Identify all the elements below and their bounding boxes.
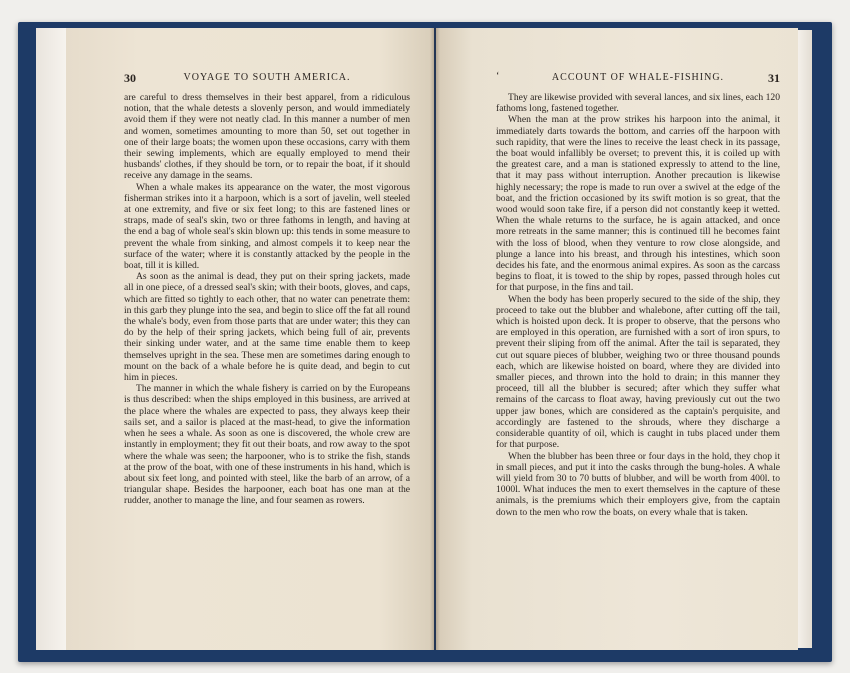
paragraph: The manner in which the whale fishery is carried on by the Europeans is thus described: when the ships employed in this business, are arrived at the place where the whales are expected to pass, they always keep their sails set, and a sailor is placed at the mast-head, to give the information when he sees a whale. As soon as one is discovered, the whole crew are instantly in employment; they fit out their boats, and row away to the spot where the whale was seen; the harpooner, who is to strike the fish, stands at the prow of the boat, with one of these instruments in his hand, which is about six feet long, and pointed with steel, like the barb of an arrow, of a triangular shape. Besides the harpooner, each boat has one man at the rudder, another to manage the line, and four seamen as rowers. [124, 383, 410, 507]
right-page-number: 31 [768, 71, 780, 85]
book-gutter [430, 28, 440, 650]
paragraph: When the body has been properly secured to the side of the ship, they proceed to take out the blubber and whalebone, after cutting off the tail, which is hoisted upon deck. It is proper to observe, that the persons who are employed in this operation, are furnished with a sort of iron spurs, to prevent their sliping from off the animal. After the tail is separated, they cut out square pieces of blubber, weighing two or three thousand pounds each, which are likewise hoisted on board, where they are divided into smaller pieces, and thrown into the hold to drain; in this manner they proceed, till all the blubber is secured; after which they suffer what remains of the carcass to float away, having previously cut out the two upper jaw bones, which are considered as the captain's perquisite, and accordingly are fastened to the shrouds, where they discharge a considerable quantity of oil, which is caught in tubs placed under them for that purpose. [496, 293, 780, 451]
paragraph: They are likewise provided with several lances, and six lines, each 120 fathoms long, fastened together. [496, 92, 780, 115]
paragraph: When a whale makes its appearance on the water, the most vigorous fisherman strikes into it a harpoon, which is a sort of javelin, well steeled at one extremity, and five or six feet long; to this are fastened lines or straps, made of seal's skin, two or three fathoms in length, and having at the end a bag of whole seal's skin blown up: this tends in some measure to prevent the whale from sinking, and almost compels it to keep near the surface of the water; where it is constantly attacked by the people in the boat, till it is killed. [124, 181, 410, 272]
paragraph: When the blubber has been three or four days in the hold, they chop it in small pieces, and put it into the casks through the bung-holes. A whale will yield from 30 to 70 butts of blubber, and will be worth from 400l. to 1000l. What induces the men to exert themselves in the capture of these animals, is the premiums which their employers give, from the captain down to the men who row the boats, on every whale that is taken. [496, 450, 780, 518]
paragraph: As soon as the animal is dead, they put on their spring jackets, made all in one piece, of a dressed seal's skin; with their boots, gloves, and caps, which are fitted so tightly to each other, that no water can penetrate them: in this garb they plunge into the sea, and begin to slice off the fat all round the whale's body, even from those parts that are under water; this they can do by the help of their spring jackets, which being full of air, prevents their sinking under water, and at the same time enable them to keep themselves upright in the sea. These men are sometimes daring enough to mount on the back of a whale before he is quite dead, and begin to cut him in pieces. [124, 271, 410, 384]
page-edges-right [798, 30, 812, 648]
right-head-mark: ‘ [496, 71, 501, 82]
right-page [436, 28, 798, 650]
left-running-title: VOYAGE TO SOUTH AMERICA. [183, 72, 351, 83]
left-page-number: 30 [124, 71, 136, 85]
page-edges-left [36, 28, 68, 650]
paragraph: are careful to dress themselves in their best apparel, from a ridiculous notion, that the whale detests a slovenly person, and would immediately avoid them if they were not neatly clad. In this manner a number of men and women, sometimes amounting to more than 50, set out together in one of their large boats; the women upon these occasions, carry with them their sewing implements, which are equally employed to mend their husbands' clothes, if they should be torn, or to repair the boat, if it should receive any damage in the seams. [124, 92, 410, 182]
right-page-text [496, 92, 780, 518]
left-page-text [124, 92, 410, 507]
paragraph: When the man at the prow strikes his harpoon into the animal, it immediately darts towards the bottom, and carries off the harpoon with such rapidity, that were the lines to receive the least check in its passage, the boat would infallibly be overset; to prevent this, it is coiled up with the greatest care, and a man is stationed expressly to attend to the line, that it may pass without interruption. Another precaution is likewise highly necessary; the rope is made to run over a swivel at the edge of the boat, and the friction occasioned by its swift motion is so great, that the wood would soon take fire, if a person did not constantly keep it wetted. When the whale returns to the surface, he is again attacked, and once more retreats in the same manner; this is continued till he becomes faint with the loss of blood, when they venture to row close alongside, and plunge a lance into his breast, and through his intestines, which soon decides his fate, and the enormous animal expires. As soon as the carcass begins to float, it is towed to the ship by ropes, passed through holes cut for that purpose, in the fins and tail. [496, 114, 780, 294]
left-page [66, 28, 434, 650]
right-running-title: ACCOUNT OF WHALE-FISHING. [551, 72, 725, 83]
